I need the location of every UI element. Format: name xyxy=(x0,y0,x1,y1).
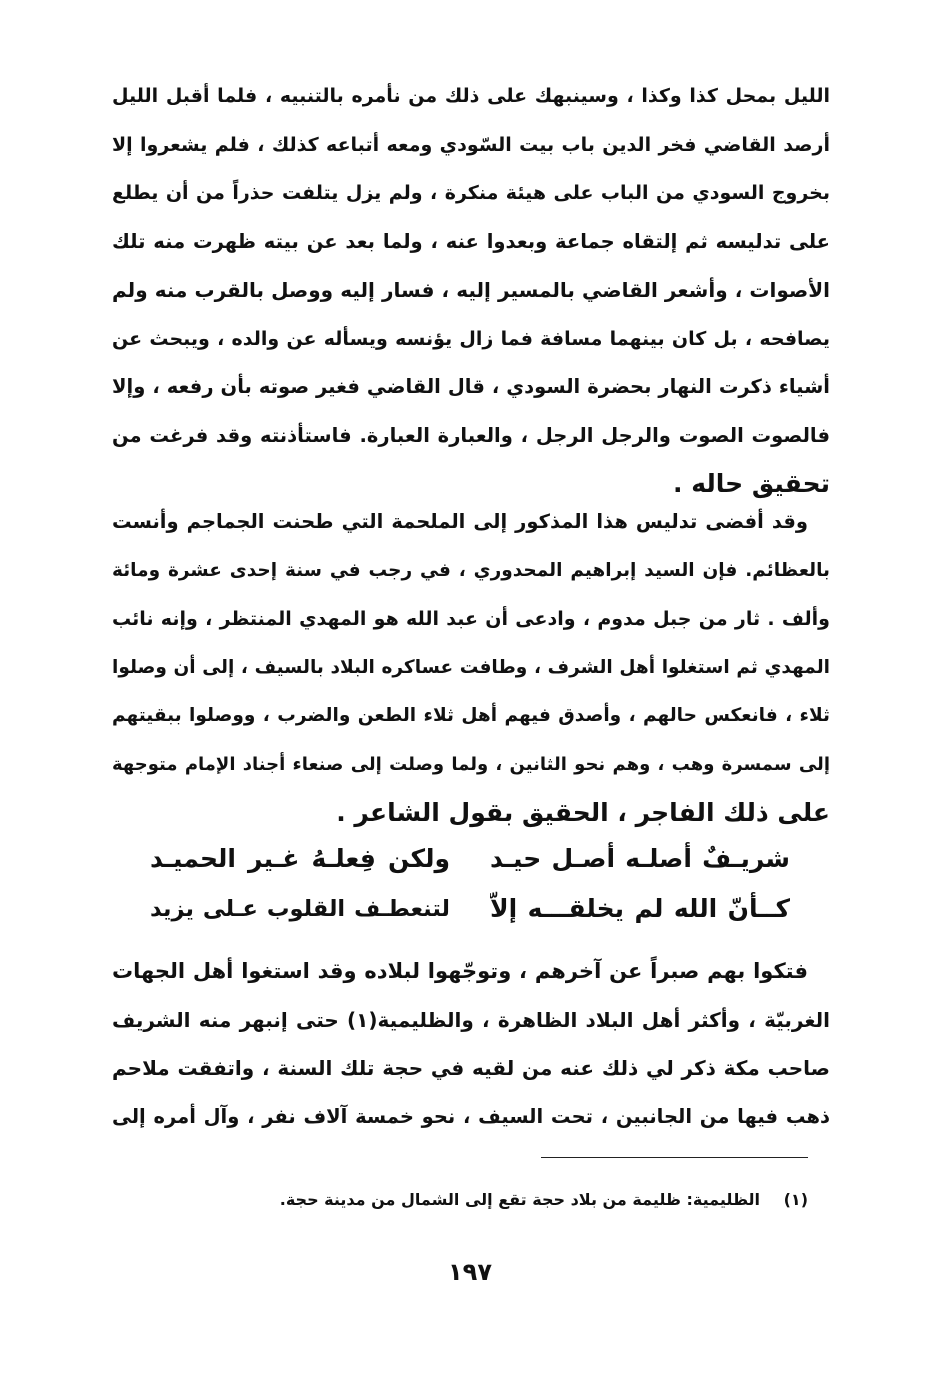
text-line: على ذلك الفاجر ، الحقيق بقول الشاعر . xyxy=(336,798,830,827)
text-line: بالعظائم. فإن السيد إبراهيم المحدوري ، في رجب في سنة إحدى عشرة ومائة xyxy=(112,559,830,581)
footnote-divider xyxy=(541,1157,808,1158)
text-line: أرصد القاضي فخر الدين باب بيت السّودي ومعه أتباعه كذلك ، فلم يشعروا إلا xyxy=(112,133,830,156)
text-line: أشياء ذكرت النهار بحضرة السودي ، قال القاضي فغير صوته بأن رفعه ، وإلا xyxy=(112,375,830,398)
verse-line-1 xyxy=(150,834,790,884)
text-line: المهدي ثم استغلوا أهل الشرف ، وطافت عساكره البلاد بالسيف ، إلى أن وصلوا xyxy=(112,656,830,678)
footnote xyxy=(230,1190,808,1209)
verse-first-hemistich: شريـفٌ أصلـه أصـل حيـد xyxy=(490,844,790,873)
text-line: تحقيق حاله . xyxy=(673,469,830,498)
footnote-text: الظليمية: ظليمة من بلاد حجة تقع إلى الشمال من مدينة حجة. xyxy=(279,1190,761,1209)
text-line: فالصوت الصوت والرجل الرجل ، والعبارة العبارة. فاستأذنته وقد فرغت من xyxy=(112,423,830,447)
text-line: وألف . ثار من جبل مدوم ، وادعى أن عبد الله هو المهدي المنتظر ، وإنه نائب xyxy=(112,608,830,630)
paragraph-2 xyxy=(112,498,830,838)
text-line: فتكوا بهم صبراً عن آخرهم ، وتوجّهوا لبلاده وقد استغوا أهل الجهات xyxy=(112,959,808,983)
paragraph-3 xyxy=(112,947,830,1141)
page-number: ١٩٧ xyxy=(448,1258,492,1286)
paragraph-1 xyxy=(112,72,830,509)
text-line: إلى سمسرة وهب ، وهم نحو الثانين ، ولما وصلت إلى صنعاء أجناد الإمام متوجهة xyxy=(112,753,830,775)
text-line: بخروج السودي من الباب على هيئة منكرة ، ولم يزل يتلفت حذراً من أن يطلع xyxy=(112,182,830,204)
text-line: وقد أفضى تدليس هذا المذكور إلى الملحمة التي طحنت الجماجم وأنست xyxy=(112,510,808,533)
verse-second-hemistich: لتنعطـف القلوب عـلى يزيد xyxy=(150,896,450,922)
text-line: الليل بمحل كذا وكذا ، وسينبهك على ذلك من نأمره بالتنبيه ، فلما أقبل الليل xyxy=(112,85,830,107)
text-line: ذهب فيها من الجانبين ، تحت السيف ، نحو خمسة آلاف نفر ، وآل أمره إلى xyxy=(112,1104,830,1128)
text-line: الغربيّة ، وأكثر أهل البلاد الظاهرة ، والظليمية(١) حتى إنبهر منه الشريف xyxy=(112,1007,830,1032)
verse-second-hemistich: ولكن فِعلـهُ غـير الحميـد xyxy=(150,844,450,873)
verse-first-hemistich: كــأنّ الله لم يخلقـــه إلاّ xyxy=(490,894,790,923)
footnote-number: (١) xyxy=(783,1190,808,1209)
text-line: ثلاء ، فانعكس حالهم ، وأصدق فيهم أهل ثلاء الطعن والضرب ، ووصلوا ببقيتهم xyxy=(112,705,830,726)
verse-line-2 xyxy=(150,884,790,934)
text-line: يصافحه ، بل كان بينهما مسافة فما زال يؤنسه ويسأله عن والده ، ويبحث عن xyxy=(112,327,830,350)
text-line: على تدليسه ثم إلتقاه جماعة وبعدوا عنه ، ولما بعد عن بيته ظهرت منه تلك xyxy=(112,229,830,253)
text-line: الأصوات ، وأشعر القاضي بالمسير إليه ، فسار إليه ووصل بالقرب منه ولم xyxy=(112,278,830,302)
text-line: صاحب مكة ذكر لي ذلك عنه من لقيه في حجة تلك السنة ، واتفقت ملاحم xyxy=(112,1056,830,1080)
